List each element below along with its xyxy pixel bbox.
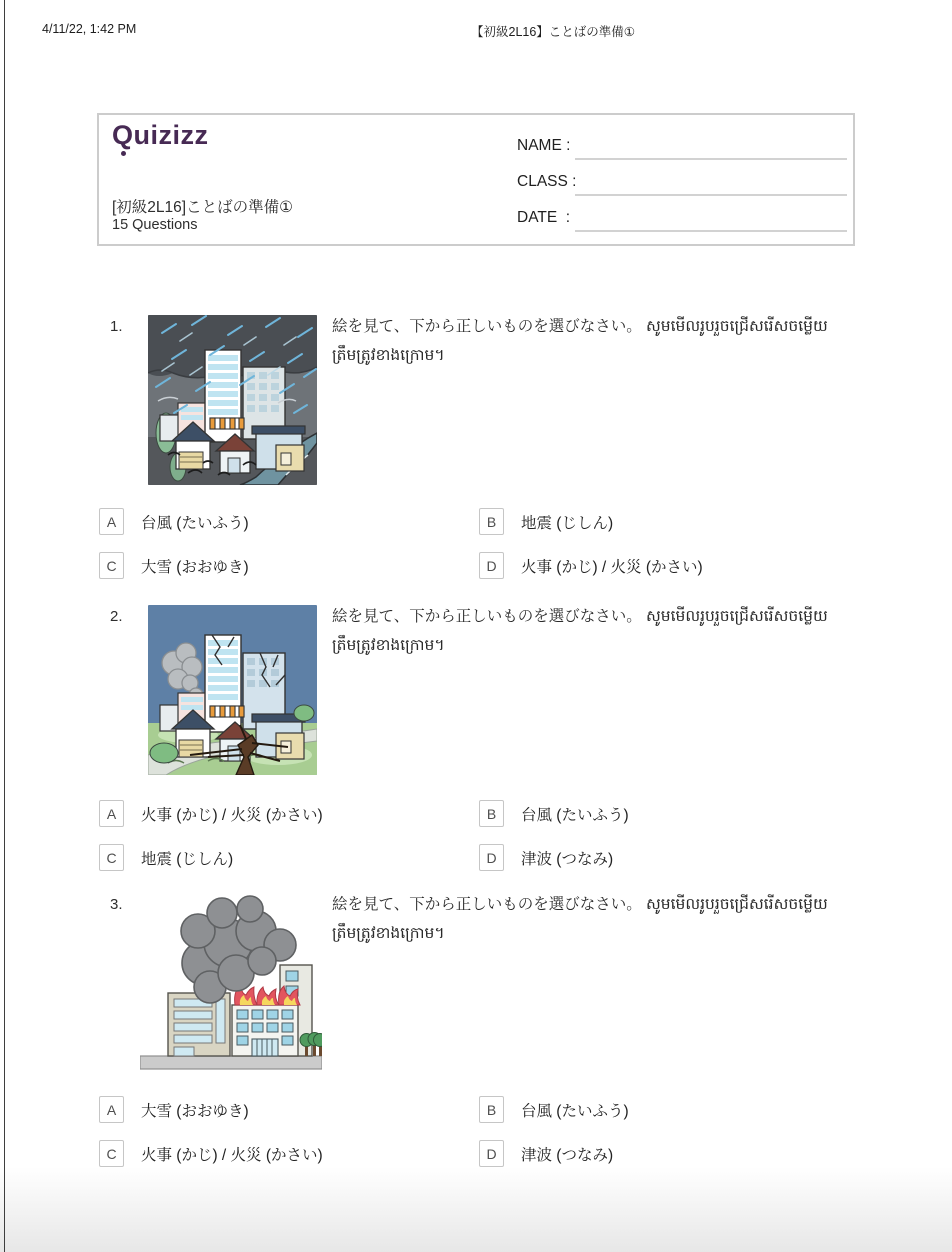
date-field-row	[517, 209, 570, 233]
option-text: 大雪 (おおゆき)	[141, 558, 249, 576]
option-letter-badge: C	[99, 844, 124, 871]
option-text: 台風 (たいふう)	[141, 514, 249, 532]
option-text: 台風 (たいふう)	[521, 806, 629, 824]
question-1-number: 1.	[110, 318, 123, 335]
question-1-option-b	[479, 507, 613, 536]
question-1-option-d	[479, 551, 703, 580]
quizizz-logo-dot	[121, 151, 126, 156]
question-2-number: 2.	[110, 608, 123, 625]
quizizz-logo: Quizizz	[112, 120, 209, 150]
quiz-title: [初級2L16]ことばの準備①	[112, 199, 293, 216]
option-letter-badge: B	[479, 1096, 504, 1123]
option-text: 大雪 (おおゆき)	[141, 1102, 249, 1120]
name-field-label: NAME :	[517, 137, 571, 154]
option-text: 津波 (つなみ)	[521, 850, 614, 868]
question-3-option-a	[99, 1095, 249, 1124]
option-text: 津波 (つなみ)	[521, 1146, 614, 1164]
option-text: 火事 (かじ) / 火災 (かさい)	[141, 806, 323, 824]
question-1-option-a	[99, 507, 249, 536]
name-field-line	[575, 158, 847, 160]
question-2-option-a	[99, 799, 323, 828]
question-3-illustration	[140, 893, 322, 1075]
option-letter-badge: A	[99, 800, 124, 827]
option-letter-badge: C	[99, 552, 124, 579]
question-3-option-d	[479, 1139, 613, 1168]
question-3-option-b	[479, 1095, 629, 1124]
question-2-option-d	[479, 843, 613, 872]
option-letter-badge: D	[479, 1140, 504, 1167]
class-field-line	[575, 194, 847, 196]
class-field-label: CLASS :	[517, 173, 577, 190]
question-1-illustration	[148, 315, 317, 485]
question-2-option-c	[99, 843, 233, 872]
option-letter-badge: B	[479, 508, 504, 535]
option-letter-badge: A	[99, 1096, 124, 1123]
question-2-illustration	[148, 605, 317, 775]
option-letter-badge: A	[99, 508, 124, 535]
question-2-option-b	[479, 799, 629, 828]
option-text: 地震 (じしん)	[141, 850, 234, 868]
option-text: 火事 (かじ) / 火災 (かさい)	[521, 558, 703, 576]
option-letter-badge: D	[479, 552, 504, 579]
option-letter-badge: D	[479, 844, 504, 871]
question-1-prompt: 絵を見て、下から正しいものを選びなさい。 សូមមើលរូបរួចជ្រើសរើសចម្លើយត្រឹមត្រូវខាងក្រោម។	[332, 318, 828, 364]
class-field-row	[517, 173, 576, 197]
question-3-prompt: 絵を見て、下から正しいものを選びなさい。 សូមមើលរូបរួចជ្រើសរើសចម្លើយត្រឹមត្រូវខាងក្រោម។	[332, 896, 828, 942]
question-2-prompt: 絵を見て、下から正しいものを選びなさい。 សូមមើលរូបរួចជ្រើសរើសចម្លើយត្រឹមត្រូវខាងក្រោម។	[332, 608, 828, 654]
question-1-option-c	[99, 551, 249, 580]
option-text: 火事 (かじ) / 火災 (かさい)	[141, 1146, 323, 1164]
name-field-row	[517, 137, 570, 161]
question-3-option-c	[99, 1139, 323, 1168]
print-timestamp: 4/11/22, 1:42 PM	[42, 22, 137, 36]
option-text: 台風 (たいふう)	[521, 1102, 629, 1120]
question-count: 15 Questions	[112, 217, 198, 233]
worksheet-header-box	[97, 113, 855, 246]
date-field-line	[575, 230, 847, 232]
question-3-number: 3.	[110, 896, 123, 913]
option-letter-badge: C	[99, 1140, 124, 1167]
option-text: 地震 (じしん)	[521, 514, 614, 532]
option-letter-badge: B	[479, 800, 504, 827]
date-field-label: DATE :	[517, 209, 571, 226]
print-document-title: 【初級2L16】ことばの準備①	[470, 25, 636, 39]
page-left-edge-rule	[4, 0, 5, 1252]
